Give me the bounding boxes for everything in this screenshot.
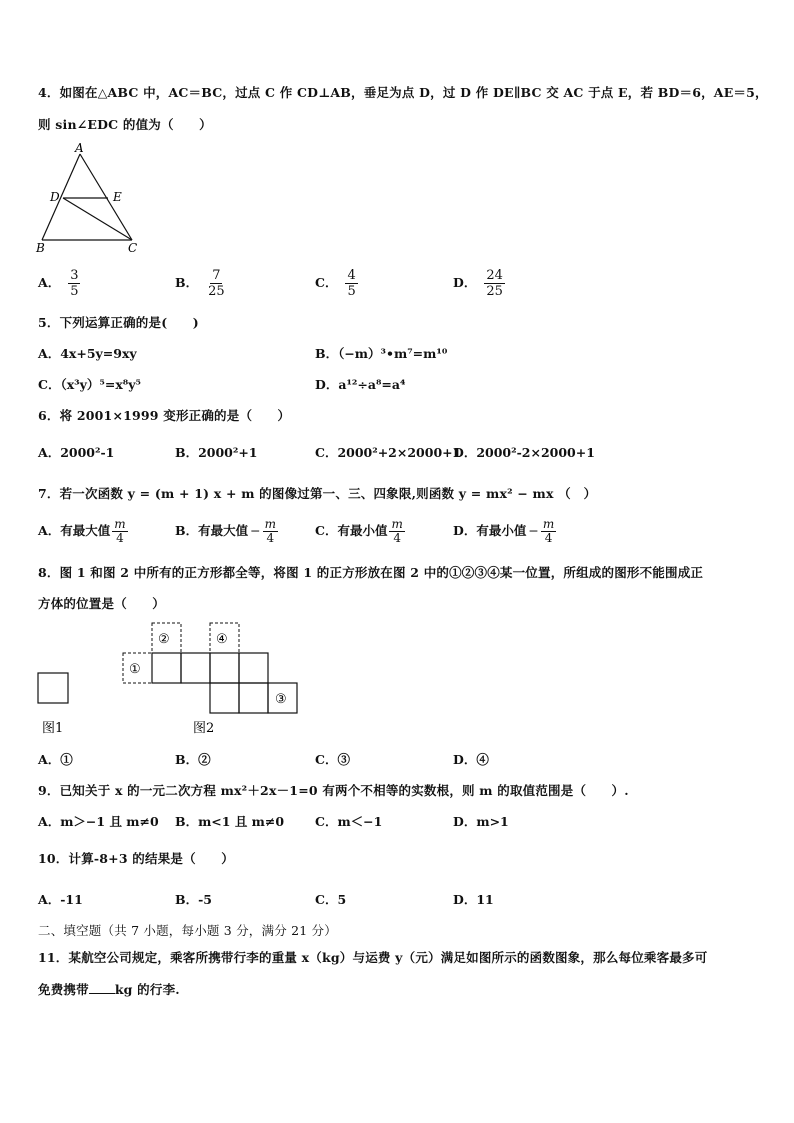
- q8-option-d[interactable]: D．④: [453, 752, 489, 767]
- q9-option-a[interactable]: A．m＞−1 且 m≠0: [38, 814, 159, 829]
- q9-option-d[interactable]: D．m>1: [453, 814, 509, 829]
- slot-4-label: ④: [216, 632, 228, 647]
- q6-stem: 6．将 2001×1999 变形正确的是（ ）: [38, 408, 291, 423]
- label-d: D: [50, 190, 60, 204]
- edge-ab: [42, 154, 80, 240]
- q4-stem-line1: 4．如图在△ABC 中，AC＝BC，过点 C 作 CD⊥AB，垂足为点 D，过 D 作 DE∥BC 交 AC 于点 E，若 BD＝6，AE＝5，: [38, 85, 768, 100]
- q5-option-c[interactable]: C．（x³y）⁵=x⁸y⁵: [38, 377, 142, 392]
- q10-option-d[interactable]: D．11: [453, 892, 494, 907]
- q8-figure-2: [115, 618, 305, 740]
- q4-option-c[interactable]: C． $\frac{4}{5}$: [315, 268, 356, 299]
- q4-option-b[interactable]: B． $\frac{7}{25}$: [175, 268, 225, 299]
- label-b: B: [36, 241, 45, 255]
- q10-stem: 10．计算-8+3 的结果是（ ）: [38, 851, 234, 866]
- q7-option-c[interactable]: C．有最小值 $\frac{m}{4}$: [315, 517, 403, 545]
- q5-option-a[interactable]: A．4x+5y=9xy: [38, 346, 137, 361]
- q6-option-c[interactable]: C．2000²+2×2000+1: [315, 445, 462, 460]
- section-header: 二、填空题（共 7 小题，每小题 3 分，满分 21 分）: [38, 923, 337, 938]
- q6-option-a[interactable]: A．2000²-1: [38, 445, 115, 460]
- q10-option-c[interactable]: C．5: [315, 892, 347, 907]
- q11-stem-line2: 免费携带 kg 的行李.: [38, 982, 180, 997]
- q7-option-b[interactable]: B．有最大值− $\frac{m}{4}$: [175, 518, 278, 545]
- q8-figure-1: [30, 665, 90, 740]
- q7-option-a[interactable]: A．有最大值 $\frac{m}{4}$: [38, 517, 126, 545]
- q8-option-c[interactable]: C．③: [315, 752, 350, 767]
- slot-3-label: ③: [275, 692, 287, 707]
- q8-option-a[interactable]: A．①: [38, 752, 73, 767]
- q5-option-b[interactable]: B．（−m）³•m⁷=m¹⁰: [315, 346, 448, 361]
- q11-stem-line1: 11．某航空公司规定，乘客所携带行李的重量 x（kg）与运费 y（元）满足如图所示的函数图象，那么每位乘客最多可: [38, 950, 708, 965]
- slot-2-label: ②: [158, 632, 170, 647]
- slot-1-label: ①: [129, 662, 141, 677]
- fig2-caption: 图2: [193, 721, 215, 736]
- q8-stem-line1: 8．图 1 和图 2 中所有的正方形都全等，将图 1 的正方形放在图 2 中的①②③④某一位置，所组成的图形不能围成正: [38, 565, 704, 580]
- q4-option-a[interactable]: A． $\frac{3}{5}$: [38, 268, 79, 299]
- q4-triangle-figure: [30, 142, 150, 256]
- q10-option-a[interactable]: A．-11: [38, 892, 83, 907]
- edge-dc: [63, 198, 132, 240]
- fig1-square: [38, 673, 68, 703]
- q6-option-b[interactable]: B．2000²+1: [175, 445, 258, 460]
- q5-option-d[interactable]: D．a¹²÷a⁸=a⁴: [315, 377, 406, 392]
- edge-ac: [80, 154, 132, 240]
- q4-option-d[interactable]: D． $\frac{24}{25}$: [453, 268, 503, 299]
- q6-option-d[interactable]: D．2000²-2×2000+1: [453, 445, 595, 460]
- q9-stem: 9．已知关于 x 的一元二次方程 mx²＋2x－1=0 有两个不相等的实数根，则 m 的取值范围是（ ）.: [38, 783, 629, 798]
- fig1-caption: 图1: [42, 721, 64, 736]
- q5-stem: 5．下列运算正确的是( ): [38, 315, 199, 330]
- q11-answer-blank[interactable]: [89, 981, 115, 994]
- q8-stem-line2: 方体的位置是（ ）: [38, 596, 166, 611]
- label-a: A: [75, 142, 84, 155]
- q9-option-c[interactable]: C．m＜−1: [315, 814, 383, 829]
- q7-option-d[interactable]: D．有最小值− $\frac{m}{4}$: [453, 518, 556, 545]
- q4-stem-line2: 则 sin∠EDC 的值为（ ）: [38, 117, 212, 132]
- q8-option-b[interactable]: B．②: [175, 752, 211, 767]
- q10-option-b[interactable]: B．-5: [175, 892, 212, 907]
- label-c: C: [128, 241, 138, 255]
- label-e: E: [113, 190, 122, 204]
- q7-stem: 7．若一次函数 y = (m + 1) x + m 的图像过第一、三、四象限,则函数 y = mx² − mx （ ）: [38, 486, 597, 501]
- q9-option-b[interactable]: B．m<1 且 m≠0: [175, 814, 285, 829]
